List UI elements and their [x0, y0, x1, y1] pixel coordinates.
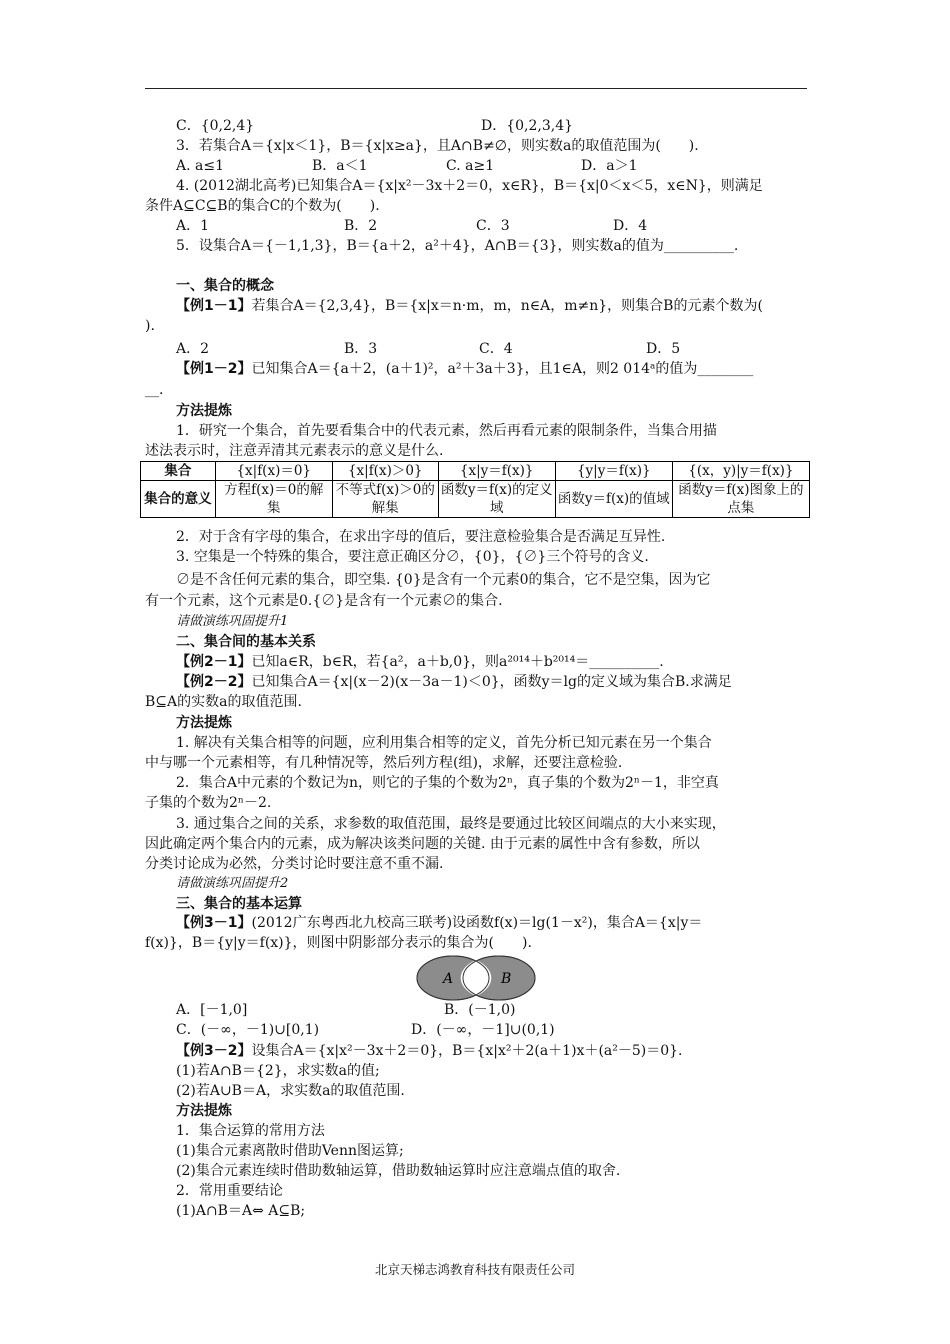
table-cell: {x|f(x)＝0} [215, 462, 332, 481]
example-tag: 【例2－2】 [176, 674, 252, 690]
method-2-p3-cont: 因此确定两个集合内的元素，成为解决该类问题的关键. 由于元素的属性中含有参数，所以 [145, 836, 700, 852]
method-2-p3-cont2: 分类讨论成为必然，分类讨论时要注意不重不漏. [145, 856, 444, 872]
option-b: B．3 [344, 341, 378, 357]
example-1-1-cont: ). [145, 318, 155, 334]
example-text: (2012广东粤西北九校高三联考)设函数f(x)＝lg(1－x²)，集合A＝{x|y＝ [251, 915, 703, 931]
section-2-title: 二、集合间的基本关系 [176, 634, 316, 650]
method-2-p2-cont: 子集的个数为2ⁿ－2. [145, 795, 272, 811]
example-2-2 [176, 672, 841, 692]
venn-label-a: A [443, 971, 454, 987]
table-cell: {x|y＝f(x)} [438, 462, 555, 481]
method-3-p5: (1)A∩B＝A⇔ A⊆B; [176, 1203, 306, 1219]
example-tag: 【例1－2】 [176, 361, 252, 377]
example-tag: 【例1－1】 [176, 298, 252, 314]
option-c: C．{0,2,4} [176, 118, 255, 134]
question-5: 5．设集合A＝{－1,1,3}，B＝{a＋2，a²＋4}，A∩B＝{3}，则实数a的值为__________. [176, 238, 739, 254]
option-a: A．1 [176, 218, 210, 234]
table-cell: {x|f(x)＞0} [332, 462, 438, 481]
example-1-2-cont: __. [145, 382, 164, 398]
method-title-1: 方法提炼 [176, 403, 232, 419]
option-b: B．a＜1 [312, 158, 368, 174]
method-title-2: 方法提炼 [176, 715, 232, 731]
method-1-p2: 2．对于含有字母的集合，在求出字母的值后，要注意检验集合是否满足互异性. [176, 529, 666, 545]
example-3-2-part2: (2)若A∪B＝A，求实数a的取值范围. [176, 1083, 405, 1099]
option-d: D．a＞1 [581, 158, 638, 174]
example-3-1-cont: f(x)}，B＝{y|y＝f(x)}，则图中阴影部分表示的集合为( ). [145, 935, 532, 951]
table-cell: 方程f(x)＝0的解集 [215, 481, 332, 518]
option-a: A. a≤1 [176, 158, 224, 174]
practice-link-2: 请做演练巩固提升2 [176, 876, 289, 891]
method-2-p3: 3. 通过集合之间的关系，求参数的取值范围，最终是要通过比较区间端点的大小来实现， [176, 816, 726, 832]
method-3-p1: 1．集合运算的常用方法 [176, 1123, 325, 1139]
example-3-2-part1: (1)若A∩B＝{2}，求实数a的值; [176, 1063, 380, 1079]
example-2-1 [176, 652, 841, 672]
method-3-p3: (2)集合元素连续时借助数轴运算，借助数轴运算时应注意端点值的取舍. [176, 1163, 621, 1179]
example-text: 若集合A＝{2,3,4}，B＝{x|x＝n·m，m，n∈A，m≠n}，则集合B的元素个数为( [251, 298, 763, 314]
page-footer: 北京天梯志鸿教育科技有限责任公司 [374, 1262, 575, 1277]
option-d: D．(－∞，－1]∪(0,1) [411, 1022, 555, 1038]
example-3-1 [176, 913, 841, 933]
table-cell: 函数y＝f(x)的定义域 [438, 481, 555, 518]
method-title-3: 方法提炼 [176, 1103, 232, 1119]
example-text: 已知a∈R，b∈R，若{a²，a＋b,0}，则a²⁰¹⁴＋b²⁰¹⁴＝__________. [251, 654, 664, 670]
option-d: D．4 [613, 218, 648, 234]
table-cell: {(x，y)|y＝f(x)} [672, 462, 809, 481]
method-1-p1-cont: 述法表示时，注意弄清其元素表示的意义是什么. [145, 443, 444, 459]
option-b: B．(－1,0) [444, 1002, 516, 1018]
method-2-p1: 1. 解决有关集合相等的问题，应利用集合相等的定义，首先分析已知元素在另一个集合 [176, 735, 712, 751]
venn-diagram [415, 955, 537, 1001]
example-tag: 【例3－1】 [176, 915, 252, 931]
section-1-title: 一、集合的概念 [176, 278, 274, 294]
section-3-title: 三、集合的基本运算 [176, 896, 302, 912]
method-3-p2: (1)集合元素离散时借助Venn图运算; [176, 1143, 404, 1159]
q4-options [176, 216, 841, 236]
table-cell: 不等式f(x)＞0的解集 [332, 481, 438, 518]
option-c: C. a≥1 [446, 158, 495, 174]
table-row [141, 481, 810, 518]
example-1-2 [176, 359, 841, 379]
option-c: C．3 [476, 218, 510, 234]
example-tag: 【例3－2】 [176, 1043, 252, 1059]
example-1-1 [176, 296, 841, 316]
table-cell: {y|y＝f(x)} [555, 462, 672, 481]
example-tag: 【例2－1】 [176, 654, 252, 670]
example-3-1-options-ab [176, 1000, 841, 1020]
option-d: D．{0,2,3,4} [481, 118, 574, 134]
set-meaning-table [140, 461, 810, 518]
method-2-p2: 2．集合A中元素的个数记为n，则它的子集的个数为2ⁿ，真子集的个数为2ⁿ－1，非空真 [176, 775, 719, 791]
example-3-2 [176, 1041, 841, 1061]
q3-options [176, 156, 841, 176]
table-cell: 集合的意义 [141, 481, 216, 518]
table-row [141, 462, 810, 481]
venn-label-b: B [501, 971, 512, 987]
table-cell: 集合 [141, 462, 216, 481]
example-1-1-options [176, 339, 841, 359]
question-4-cont: 条件A⊆C⊆B的集合C的个数为( ). [145, 198, 380, 214]
example-text: 设集合A＝{x|x²－3x＋2＝0}，B＝{x|x²＋2(a＋1)x＋(a²－5)＝0}. [251, 1043, 683, 1059]
option-c: C．(－∞，－1)∪[0,1) [176, 1022, 320, 1038]
example-2-2-cont: B⊆A的实数a的取值范围. [145, 694, 302, 710]
q2-options-cd [176, 116, 841, 136]
question-4: 4. (2012湖北高考)已知集合A＝{x|x²－3x＋2＝0，x∈R}，B＝{x|0＜x＜5，x∈N}，则满足 [176, 178, 763, 194]
option-a: A．[－1,0] [176, 1002, 248, 1018]
method-1-p4-cont: 有一个元素，这个元素是0.{∅}是含有一个元素∅的集合. [145, 593, 503, 609]
option-a: A．2 [176, 341, 210, 357]
option-d: D．5 [646, 341, 681, 357]
method-2-p1-cont: 中与哪一个元素相等，有几种情况等，然后列方程(组)，求解，还要注意检验. [145, 755, 623, 771]
example-text: 已知集合A＝{a＋2，(a＋1)²，a²＋3a＋3}，且1∈A，则2 014ᵃ的值为________ [251, 361, 754, 377]
method-1-p4: ∅是不含任何元素的集合，即空集. {0}是含有一个元素0的集合，它不是空集，因为它 [176, 572, 711, 588]
question-3: 3．若集合A＝{x|x＜1}，B＝{x|x≥a}，且A∩B≠∅，则实数a的取值范围为( ). [176, 138, 699, 154]
table-cell: 函数y＝f(x)的值域 [555, 481, 672, 518]
practice-link-1: 请做演练巩固提升1 [176, 614, 289, 629]
example-text: 已知集合A＝{x|(x－2)(x－3a－1)＜0}，函数y＝lg的定义域为集合B.求满足 [251, 674, 732, 690]
option-c: C．4 [479, 341, 513, 357]
method-1-p1: 1．研究一个集合，首先要看集合中的代表元素，然后再看元素的限制条件，当集合用描 [176, 423, 717, 439]
header-rule [145, 88, 807, 89]
table-cell: 函数y＝f(x)图象上的点集 [672, 481, 809, 518]
method-3-p4: 2．常用重要结论 [176, 1183, 283, 1199]
method-1-p3: 3. 空集是一个特殊的集合，要注意正确区分∅，{0}，{∅}三个符号的含义. [176, 549, 649, 565]
example-3-1-options-cd [176, 1020, 841, 1040]
option-b: B．2 [344, 218, 378, 234]
